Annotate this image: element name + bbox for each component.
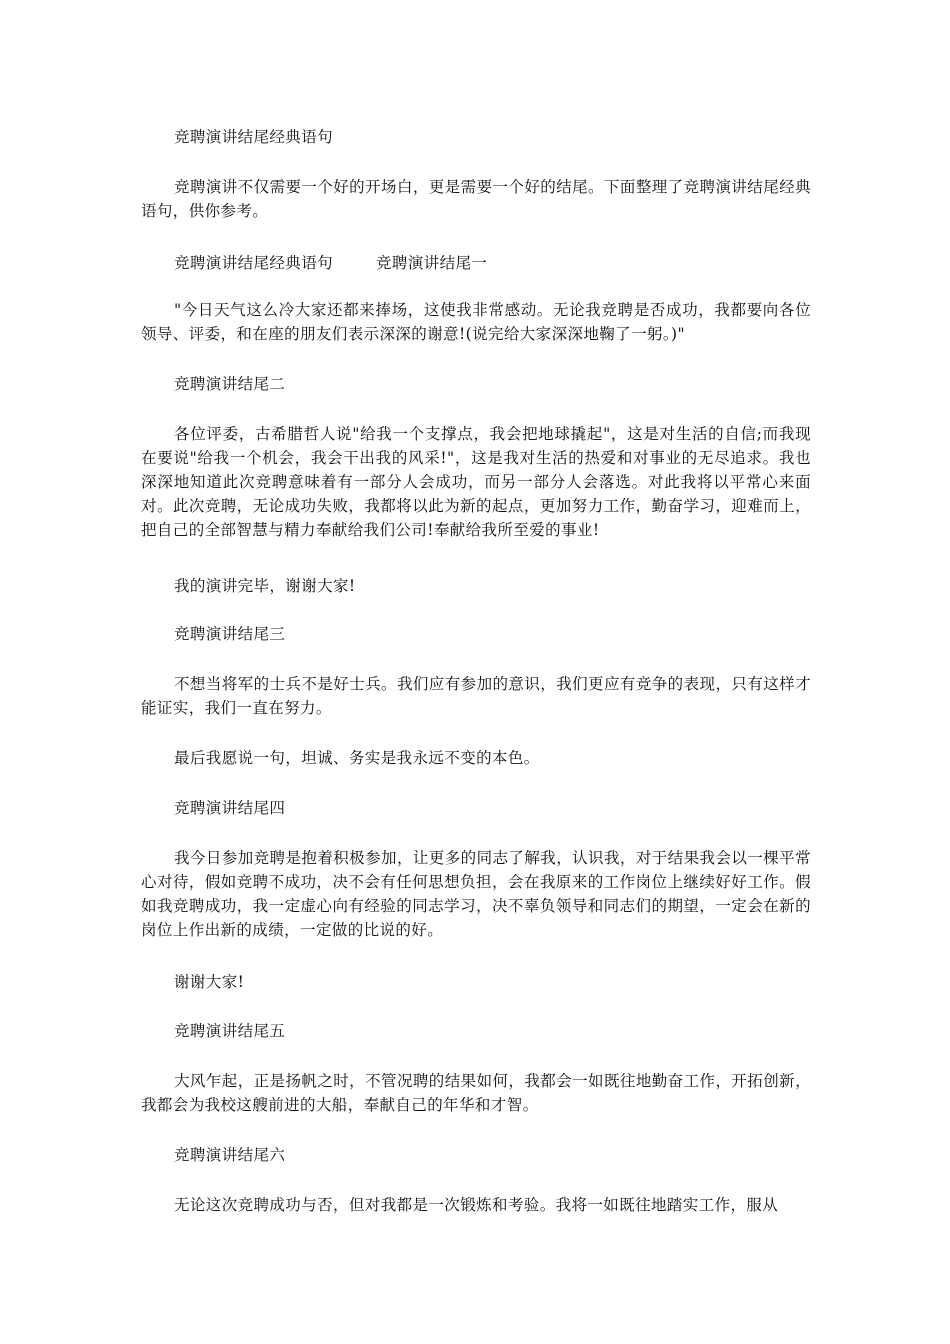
paragraph-ending-three: 不想当将军的士兵不是好士兵。我们应有参加的意识，我们更应有竞争的表现，只有这样才能证实，我们一直在努力。 [141, 675, 811, 717]
heading-ending-six: 竞聘演讲结尾六 [174, 1146, 286, 1164]
heading-ending-two: 竞聘演讲结尾二 [174, 375, 286, 393]
paragraph-ending-five: 大风乍起，正是扬帆之时，不管况聘的结果如何，我都会一如既往地勤奋工作，开拓创新，我都会为我校这艘前进的大船，奉献自己的年华和才智。 [141, 1072, 811, 1114]
paragraph-ending-two-closing: 我的演讲完毕，谢谢大家! [174, 577, 356, 595]
heading-ending-three: 竞聘演讲结尾三 [174, 625, 286, 643]
heading-ending-four: 竞聘演讲结尾四 [174, 799, 286, 817]
paragraph-ending-six: 无论这次竞聘成功与否，但对我都是一次锻炼和考验。我将一如既往地踏实工作，服从 [174, 1196, 779, 1214]
paragraph-ending-one: "今日天气这么冷大家还都来捧场，这使我非常感动。无论我竞聘是否成功，我都要向各位领导、评委，和在座的朋友们表示深深的谢意!(说完给大家深深地鞠了一躬。)" [141, 301, 811, 343]
paragraph-ending-four-closing: 谢谢大家! [174, 973, 245, 991]
heading-ending-one: 竞聘演讲结尾一 [376, 254, 488, 272]
paragraph-ending-two: 各位评委，古希腊哲人说"给我一个支撑点，我会把地球撬起"，这是对生活的自信;而我现在要说"给我一个机会，我会干出我的风采!"，这是我对生活的热爱和对事业的无尽追求。我也深深地知道此次竞聘意味着有一部分人会成功，而另一部分人会落选。对此我将以平常心来面对。此次竞聘，无论成功失败，我都将以此为新的起点，更加努力工作，勤奋学习，迎难而上，把自己的全部智慧与精力奉献给我们公司!奉献给我所至爱的事业! [141, 425, 811, 539]
document-title: 竞聘演讲结尾经典语句 [174, 128, 334, 146]
paragraph-ending-four: 我今日参加竞聘是抱着积极参加，让更多的同志了解我，认识我，对于结果我会以一棵平常心对待，假如竞聘不成功，决不会有任何思想负担，会在我原来的工作岗位上继续好好工作。假如我竞聘成功，我一定虚心向有经验的同志学习，决不辜负领导和同志们的期望，一定会在新的岗位上作出新的成绩，一定做的比说的好。 [141, 849, 811, 939]
paragraph-ending-three-closing: 最后我愿说一句，坦诚、务实是我永远不变的本色。 [174, 749, 540, 767]
heading-ending-five: 竞聘演讲结尾五 [174, 1022, 286, 1040]
heading-classic-phrases: 竞聘演讲结尾经典语句 [174, 254, 334, 272]
section-heading-row [174, 251, 487, 275]
intro-paragraph: 竞聘演讲不仅需要一个好的开场白，更是需要一个好的结尾。下面整理了竞聘演讲结尾经典语句，供你参考。 [141, 178, 811, 220]
